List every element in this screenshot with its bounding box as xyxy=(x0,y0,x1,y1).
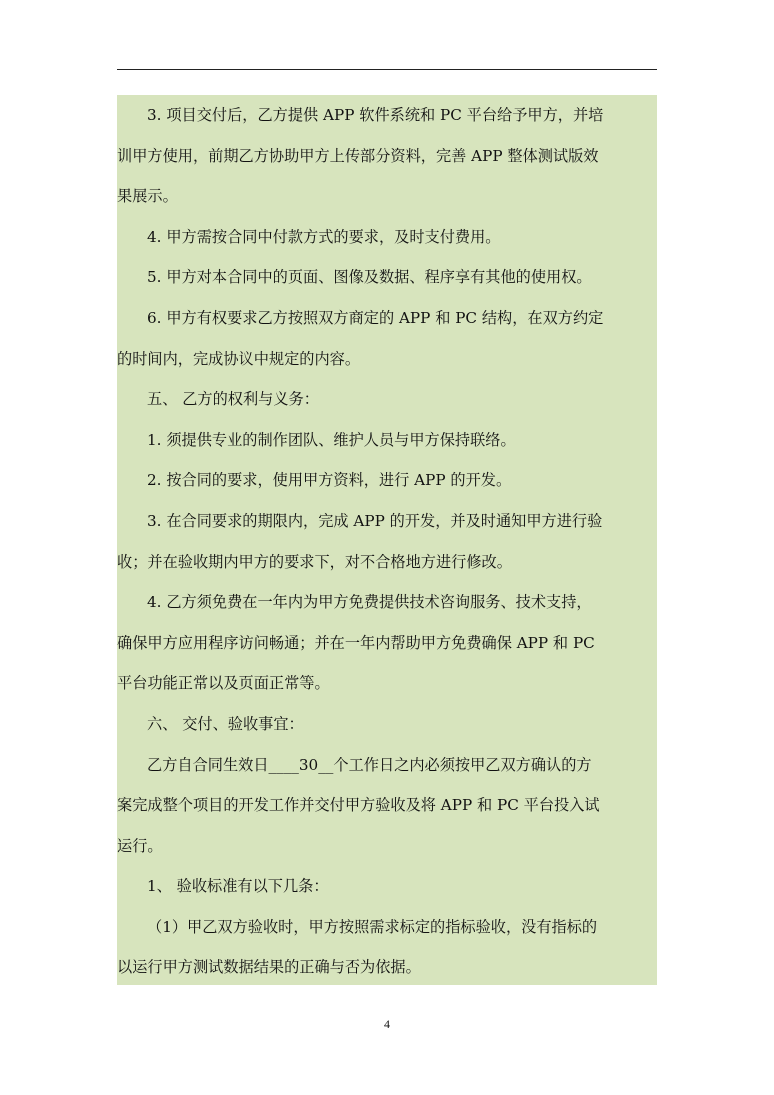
section-heading: 六、 交付、验收事宜： xyxy=(147,714,304,733)
text-line: 乙方自合同生效日____30__个工作日之内必须按甲乙双方确认的方 xyxy=(147,755,592,774)
header-rule xyxy=(117,69,657,70)
text-line: 以运行甲方测试数据结果的正确与否为依据。 xyxy=(117,958,421,977)
text-line: 确保甲方应用程序访问畅通；并在一年内帮助甲方免费确保 APP 和 PC xyxy=(117,633,595,652)
text-line: 6. 甲方有权要求乙方按照双方商定的 APP 和 PC 结构，在双方约定 xyxy=(147,308,604,327)
text-line: 2. 按合同的要求，使用甲方资料，进行 APP 的开发。 xyxy=(147,471,512,490)
text-line: 4. 甲方需按合同中付款方式的要求，及时支付费用。 xyxy=(147,227,501,246)
section-heading: 五、 乙方的权利与义务： xyxy=(147,390,319,409)
text-line: 4. 乙方须免费在一年内为甲方免费提供技术咨询服务、技术支持， xyxy=(147,593,592,612)
text-line: 平台功能正常以及页面正常等。 xyxy=(117,674,330,693)
document-body xyxy=(117,95,657,985)
page-number: 4 xyxy=(384,1017,390,1031)
text-line: 运行。 xyxy=(117,836,163,855)
text-line: 3. 在合同要求的期限内，完成 APP 的开发，并及时通知甲方进行验 xyxy=(147,511,603,530)
text-line: 3. 项目交付后，乙方提供 APP 软件系统和 PC 平台给予甲方，并培 xyxy=(147,106,604,124)
text-line: （1）甲乙双方验收时，甲方按照需求标定的指标验收，没有指标的 xyxy=(147,917,598,936)
text-line: 5. 甲方对本合同中的页面、图像及数据、程序享有其他的使用权。 xyxy=(147,268,592,287)
text-line: 1. 须提供专业的制作团队、维护人员与甲方保持联络。 xyxy=(147,430,516,449)
text-line: 的时间内，完成协议中规定的内容。 xyxy=(117,349,360,368)
text-line: 训甲方使用，前期乙方协助甲方上传部分资料，完善 APP 整体测试版效 xyxy=(117,146,599,165)
subsection-heading: 1、 验收标准有以下几条： xyxy=(147,877,329,896)
text-line: 果展示。 xyxy=(117,187,178,206)
text-line: 案完成整个项目的开发工作并交付甲方验收及将 APP 和 PC 平台投入试 xyxy=(117,796,600,815)
text-line: 收；并在验收期内甲方的要求下，对不合格地方进行修改。 xyxy=(117,552,512,571)
